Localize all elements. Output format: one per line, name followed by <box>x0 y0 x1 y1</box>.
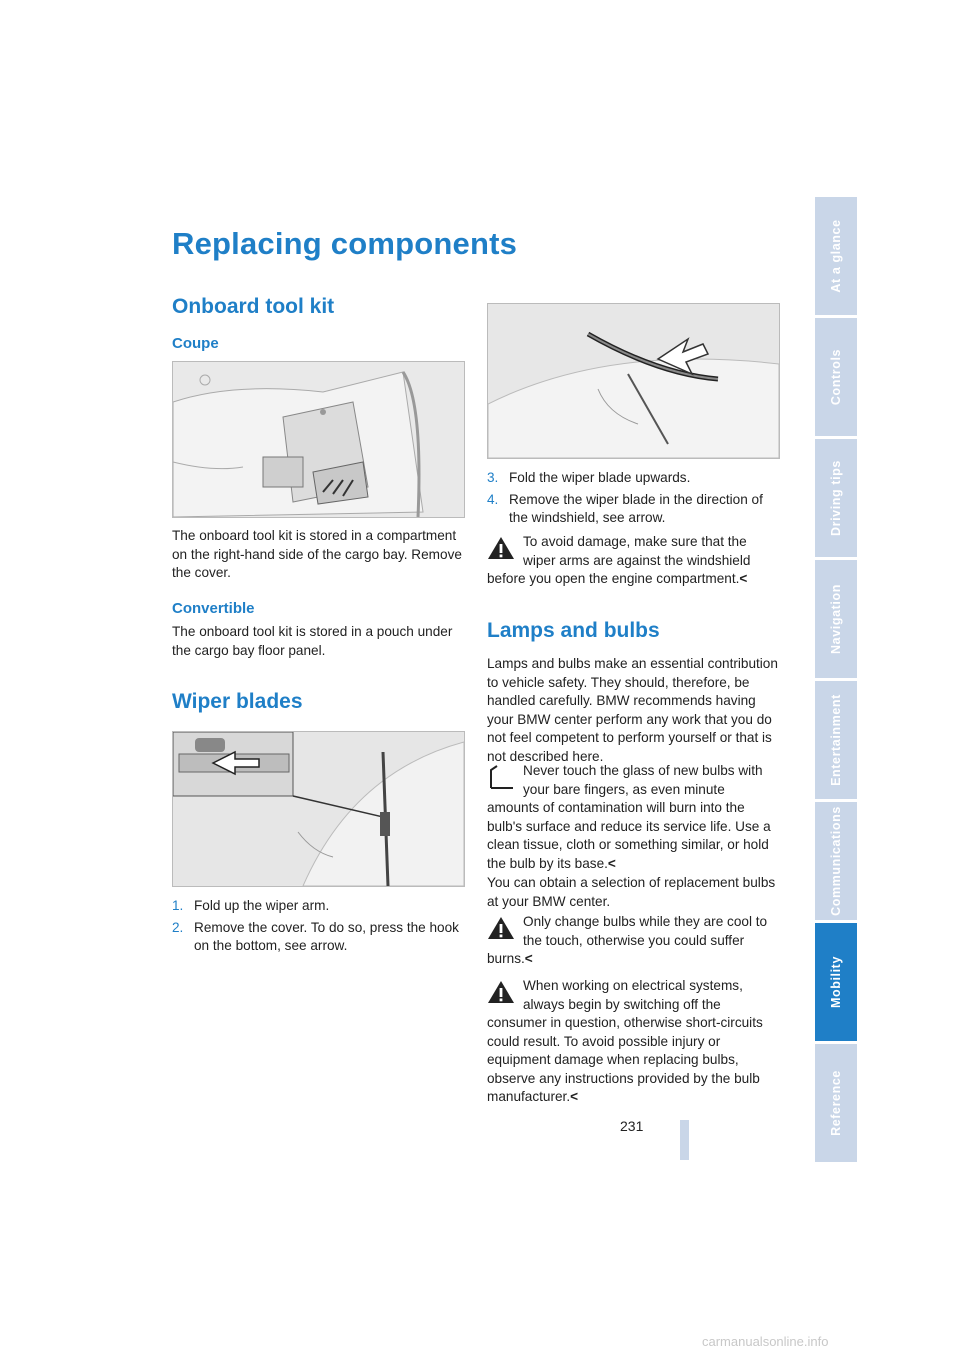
lamps-selection: You can obtain a selection of replacement bulbs at your BMW center. <box>487 875 776 909</box>
wiper-steps-1-2 <box>172 897 464 959</box>
tab-at-a-glance[interactable]: At a glance <box>815 197 857 315</box>
page-number: 231 <box>620 1118 644 1134</box>
warning-icon <box>487 535 515 561</box>
cargo-bay-illustration <box>173 362 464 517</box>
wiper-steps-3-4 <box>487 469 779 531</box>
tab-controls[interactable]: Controls <box>815 318 857 436</box>
tab-driving-tips[interactable]: Driving tips <box>815 439 857 557</box>
wiper-cover-figure <box>172 731 465 887</box>
coupe-text: The onboard tool kit is stored in a compartment on the right-hand side of the cargo bay. Remove the cover. <box>172 528 462 580</box>
list-item: 2. Remove the cover. To do so, press the hook on the bottom, see arrow. <box>172 919 459 953</box>
tab-communications[interactable]: Communications <box>815 802 857 920</box>
list-item: 3. Fold the wiper blade upwards. <box>487 470 691 485</box>
heading-lamps-and-bulbs: Lamps and bulbs <box>487 619 660 642</box>
page-title: Replacing components <box>172 226 518 261</box>
section-tabs <box>815 197 857 1165</box>
list-item: 4. Remove the wiper blade in the direction of the windshield, see arrow. <box>487 491 763 525</box>
page-number-bar <box>680 1120 689 1160</box>
tab-reference[interactable]: Reference <box>815 1044 857 1162</box>
warning-icon <box>487 915 515 941</box>
heading-convertible: Convertible <box>172 600 255 617</box>
convertible-text: The onboard tool kit is stored in a pouch under the cargo bay floor panel. <box>172 624 453 658</box>
lamps-intro: Lamps and bulbs make an essential contribution to vehicle safety. They should, therefore, be handled carefully. BMW recommends having your BMW center perform any work that you do not feel competent to perform yourself or that is not described here. <box>487 656 778 764</box>
tab-entertainment[interactable]: Entertainment <box>815 681 857 799</box>
watermark: carmanualsonline.info <box>702 1334 829 1349</box>
heading-coupe: Coupe <box>172 335 219 352</box>
heading-onboard-tool-kit: Onboard tool kit <box>172 295 335 318</box>
warning-icon <box>487 979 515 1005</box>
coupe-tool-kit-figure <box>172 361 465 518</box>
wiper-warning: To avoid damage, make sure that the wiper arms are against the windshield before you open the engine compartment.< <box>487 534 751 586</box>
list-item: 1. Fold up the wiper arm. <box>172 898 330 913</box>
bulb-glass-note: Never touch the glass of new bulbs with your bare fingers, as even minute amounts of contamination will burn into the bulb's surface and reduce its service life. Use a clean tissue, cloth or something similar, or hold the bulb by its base.< <box>487 763 771 871</box>
tab-navigation[interactable]: Navigation <box>815 560 857 678</box>
heading-wiper-blades: Wiper blades <box>172 690 303 713</box>
wiper-blade-figure <box>487 303 780 459</box>
wiper-blade-illustration <box>488 304 779 458</box>
wiper-arm-illustration <box>173 732 464 886</box>
note-icon <box>487 764 515 790</box>
electrical-warning: When working on electrical systems, always begin by switching off the consumer in question, otherwise short-circuits could result. To avoid possible injury or equipment damage when replacing bulbs, observe any instructions provided by the bulb manufacturer.< <box>487 978 763 1104</box>
tab-mobility[interactable]: Mobility <box>815 923 857 1041</box>
bulb-cool-warning: Only change bulbs while they are cool to the touch, otherwise you could suffer burns.< <box>487 914 768 966</box>
